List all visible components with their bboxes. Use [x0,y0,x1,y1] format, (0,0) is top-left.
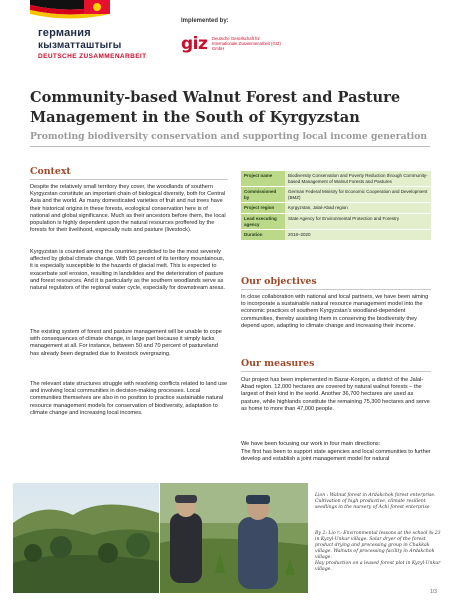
page-number: 1/3 [430,589,437,595]
context-paragraph-3: The existing system of forest and pasture management will be unable to cope with consequences of climate change, in large part because it simply lacks management at all. For instance, between 50 and 70 percent of pastureland has already been degraded due to livestock overgrazing. [30,329,222,357]
page-subtitle: Promoting biodiversity conservation and supporting local income generation [30,131,428,142]
table-row [241,230,431,241]
context-paragraph-4: The relevant state structures struggle with resolving conflicts related to land use and involving local communities in decision-making processes. Local communities themselves are also in no position to practice sustainable natural resource management models for conservation of biodiversity, adaptation to climate change and increasing local incomes. [30,381,228,416]
project-info-table [241,171,431,241]
logo-german-text: германия [38,27,91,39]
table-key: Project name [241,171,285,187]
measures-paragraph-2: We have been focusing our work in four main directions: [241,441,381,447]
table-value: Kyrgyzstan, Jalal-Abad region [285,203,431,214]
context-paragraph-1: Despite the relatively small territory they cover, the woodlands of southern Kyrgyzstan constitute an important chain of biological diversity, both for Central Asia and the world. As many domesticated varieties of fruit and nut trees have their historical origins in these forests, ecological conservation here is of national and global significance. Much as their ancestors before them, the local population is highly dependent upon the natural resources proffered by the forests for their livelihood, especially nuts and pasture (livestock). [30,184,226,234]
objectives-divider [241,289,431,290]
measures-divider [241,371,431,372]
giz-logo: giz [181,34,208,54]
table-key: Commissioned by [241,187,285,203]
context-divider [30,179,228,180]
implemented-by-label: Implemented by: [181,18,229,24]
walnut-forest-photo [13,483,159,593]
table-key: Lead executing agency [241,213,285,229]
context-paragraph-2: Kyrgyzstan is counted among the countries predicted to be the most severely affected by global climate change. With 93 percent of its territory mountainous, it is especially susceptible to the hazards of glacial melt. This is expected to exacerbate soil erosion, resulting in landslides and the deterioration of pasture and forest resources. And it is particularly as the southern woodlands serve as natural regulators of the regional water cycle, especially for downstream areas. [30,249,225,292]
table-row [241,203,431,214]
table-row [241,171,431,187]
objectives-heading: Our objectives [241,276,317,287]
table-value: German Federal Ministry for Economic Cooperation and Development (BMZ) [285,187,431,203]
logo-cooperation-text: DEUTSCHE ZUSAMMENARBEIT [38,53,147,60]
photo-caption-2: By 2: Lio r.: Environmental lessons at the school № 23 in Kyzyl-Unkur village. Solar dryer of the forest product drying and processing group in Chakkak village. Walnuts of processing facility in Ardakchok village. Hay production on a leased forest plot in Kyzyl-Unkur village. [315,531,441,572]
table-row [241,187,431,203]
table-value: Biodiversity Conservation and Poverty Reduction through Community-based Management of Walnut Forests and Pastures [285,171,431,187]
table-value: 2018–2020 [285,230,431,241]
photo-caption-1: Lion : Walnut forest in Ardakchok forest enterprise. Cultivation of high productive, climate resilient seedlings in the nursery of Achi forest enterprise [315,493,436,510]
title-divider [30,146,430,147]
table-key: Duration [241,230,285,241]
objectives-paragraph: In close collaboration with national and local partners, we have been aiming to incorporate a sustainable natural resource management model into the economic practices of southern Kyrgyzstan's woodland-dependent communities, thereby assisting them in conserving the biodiversity they depend upon, adapting to climate change and increasing their income. [241,294,429,329]
table-key: Project region [241,203,285,214]
giz-full-name: Deutsche Gesellschaft für Internationale Zusammenarbeit (GIZ) GmbH [212,36,281,51]
measures-heading: Our measures [241,358,315,369]
table-row [241,213,431,229]
measures-paragraph-1: Our project has been implemented in Bazar-Korgon, a district of the Jalal-Abad region. 12,000 hectares are covered by natural walnut forests – the largest of their kind in the world. Another 36,700 hectares are used as pasture, while highlands constitute the remaining 75,300 hectares and serve as home to more than 47,000 people. [241,377,430,412]
table-value: State Agency for Environmental Protection and Forestry [285,213,431,229]
context-heading: Context [30,166,71,177]
measures-paragraph-3: The first has been to support state agencies and local communities to further develop and establish a joint management model for natural [241,449,431,463]
flag-banner-logo [30,0,110,20]
nursery-seedlings-photo [160,483,308,593]
logo-kyrgyz-text: кызматташтыгы [38,40,122,51]
page-title: Community-based Walnut Forest and Pasture Management in the South of Kyrgyzstan [30,89,401,126]
